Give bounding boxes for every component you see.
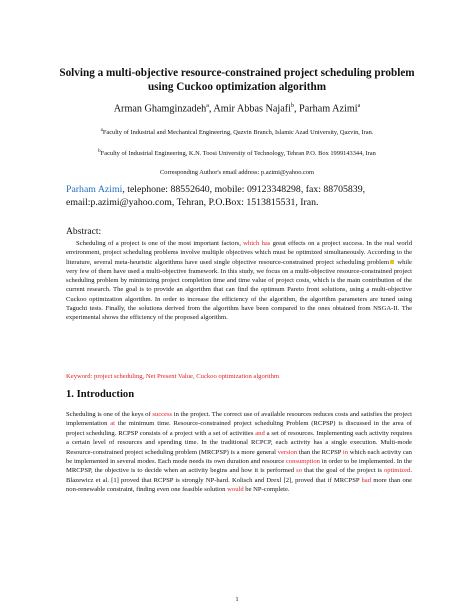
body-text: Scheduling is one of the keys of: [66, 411, 153, 418]
author-3: Parham Azimi: [299, 103, 358, 115]
body-highlight: would: [227, 486, 244, 494]
contact-line-1: [66, 184, 426, 197]
abstract-text: while very few of them have used a multi-objective framework. In this study, we focus on a multi-objective resource-constrained project scheduling problem by minimizing project completion time and time value of project costs, which is the main contribution of the current research. The goal is to provide an algorithm that can find the optimum Pareto front solutions, using a multi-objective Cuckoo optimization algorithm. In order to increase the efficiency of the algorithm, the algorithm parameters are tuned using Taguchi tests. Finally, the solutions derived from the algorithm have been compared to the ones obtained from NSGA-II. The experimental shows the efficiency of the proposed algorithm.: [66, 258, 412, 322]
body-highlight: success: [152, 411, 173, 418]
body-text: . Blazewicz et al. [1] proved that RCPSP is strongly NP-hard. Kolisch and Drexl [2], proved that if MRCPSP: [66, 467, 412, 484]
affiliation-b: [40, 147, 434, 158]
paper-title: [40, 66, 434, 94]
annotation-mark-icon: [390, 260, 394, 264]
body-text: a set of resources. Implementing each activity requires a certain level of resources and spending time. In the traditional RCPCP, each activity has a single execution. Multi-mode Resource-constrained project scheduling problem (MRCPSP) is a more general: [66, 429, 413, 456]
body-highlight: and: [255, 429, 265, 437]
author-separator: ,: [293, 103, 300, 115]
body-text: the minimum time. Resource-constrained project scheduling Problem (RCPSP) is discussed in the area of project scheduling. RCPSP consists of a project with a set of activities: [66, 420, 412, 437]
author-1-sup: a: [206, 103, 209, 109]
contact-name: Parham Azimi: [66, 184, 123, 195]
affiliation-a-sup: a: [100, 128, 103, 133]
section-heading-introduction: 1. Introduction: [66, 389, 135, 400]
body-highlight: at: [110, 420, 116, 428]
title-line-2: using Cuckoo optimization algorithm: [147, 81, 327, 93]
body-text: that the goal of the project is: [302, 467, 384, 475]
author-2: Amir Abbas Najafi: [213, 103, 291, 115]
abstract-heading: Abstract:: [66, 226, 102, 237]
author-2-sup: b: [290, 103, 294, 109]
abstract-body: [66, 239, 412, 323]
corresponding-author-email: Corresponding Author's email address: p.azimi@yahoo.com: [160, 169, 314, 176]
affiliation-a: [40, 126, 434, 137]
body-highlight: in: [342, 448, 349, 456]
introduction-body: [66, 410, 412, 495]
body-text: be NP-complete.: [243, 486, 290, 494]
body-text: than the RCPSP: [297, 448, 343, 456]
keywords: Keyword: project scheduling, Net Present Value, Cuckoo optimization algorithm: [66, 373, 280, 380]
title-line-1: Solving a multi-objective resource-constrained project scheduling problem: [59, 67, 415, 79]
author-separator: ,: [208, 103, 214, 115]
abstract-text: Scheduling of a project is one of the most important factors,: [76, 240, 244, 247]
body-highlight: consumption: [285, 458, 320, 466]
body-text: more than one non-renewable constraint, finding even one feasible solution: [66, 476, 412, 494]
body-highlight: had: [361, 476, 371, 484]
author-list: [40, 100, 434, 115]
contact-block: [66, 184, 426, 209]
affiliation-b-text: Faculty of Industrial Engineering, K.N. Toosi University of Technology, Tehran P.O. Box 1999143344, Iran: [100, 150, 376, 158]
body-text: which each activity can be implemented in several modes. Each mode needs its own duration and resource: [66, 448, 412, 466]
body-text: in the project. The correct use of available resources reduces costs and satisfies the project implementation: [66, 411, 412, 428]
page-number: 1: [235, 596, 239, 603]
contact-line-2: email:p.azimi@yahoo.com, Tehran, P.O.Box: 1513815531, Iran.: [66, 196, 319, 208]
contact-details: , telephone: 88552640, mobile: 09123348298, fax: 88705839,: [122, 184, 366, 195]
body-highlight: optimized: [383, 467, 411, 475]
abstract-text: great effects on a project success. In the real world environment, project scheduling problems involve multiple objectives which must be optimized simultaneously. According to the literature, several meta-heuristic algorithms have used single objective resource-constrained project scheduling problem: [66, 240, 412, 266]
abstract-highlight: which has: [243, 240, 271, 247]
affiliation-b-sup: b: [98, 149, 101, 154]
affiliation-a-text: Faculty of Industrial and Mechanical Engineering, Qazvin Branch, Islamic Azad University, Qazvin, Iran.: [102, 129, 374, 137]
body-text: in order to be implemented. In the MRCPSP, the objective is to decide when an activity begins and how it is performed: [66, 458, 412, 475]
body-highlight: so: [296, 467, 303, 475]
author-1: Arman Ghamginzadeh: [113, 103, 207, 115]
author-3-sup: a: [357, 103, 361, 109]
body-highlight: version: [277, 448, 298, 456]
